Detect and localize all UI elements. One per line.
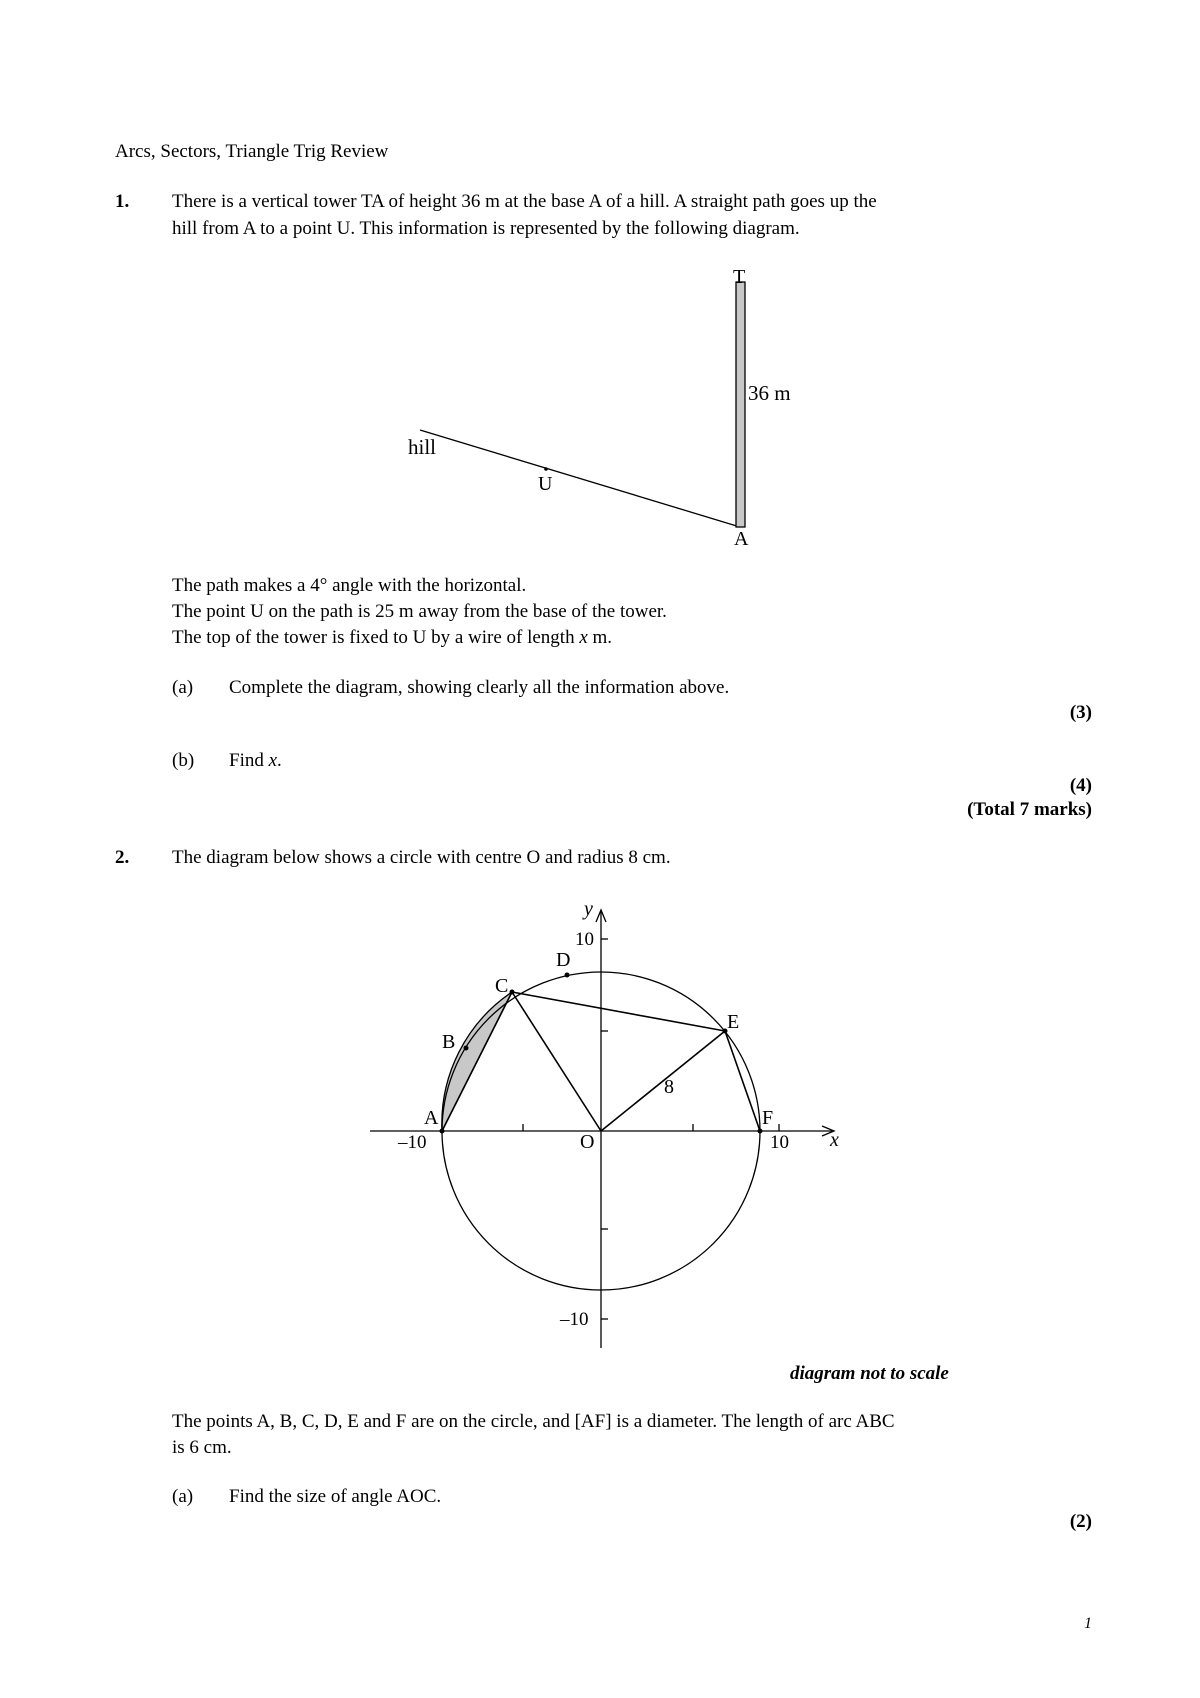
q2-diagram-caption: diagram not to scale <box>790 1363 949 1384</box>
tick-label-y-top: 10 <box>575 929 594 950</box>
label-a: A <box>734 528 749 550</box>
label-36m: 36 m <box>748 381 791 405</box>
label-f: F <box>762 1107 774 1129</box>
q1-info-line3-var: x <box>579 627 588 648</box>
point-f <box>758 1129 763 1134</box>
q1-intro-line2: hill from A to a point U. This information is represented by the following diagram. <box>172 218 800 239</box>
chord-ef <box>725 1031 760 1131</box>
q1-part-b-marks: (4) <box>1069 775 1092 796</box>
label-c: C <box>495 975 509 997</box>
point-d <box>565 973 570 978</box>
label-y: y <box>584 898 593 920</box>
q2-part-a-text: Find the size of angle AOC. <box>229 1486 442 1507</box>
label-d: D <box>556 949 571 971</box>
q2-number: 2. <box>115 847 130 868</box>
q1-part-b-text-b: . <box>277 750 282 771</box>
q1-info-line3-b: m. <box>587 627 613 648</box>
label-t: T <box>733 266 746 288</box>
label-b: B <box>442 1031 456 1053</box>
point-b <box>464 1046 469 1051</box>
label-u: U <box>538 473 553 495</box>
q1-number: 1. <box>115 191 130 212</box>
label-x: x <box>830 1129 839 1151</box>
page-number: 1 <box>1084 1615 1092 1632</box>
q2-intro: The diagram below shows a circle with centre O and radius 8 cm. <box>172 847 671 868</box>
q1-info-line1: The path makes a 4° angle with the horizontal. <box>172 575 527 596</box>
chord-ce <box>512 992 725 1031</box>
q1-part-a-text: Complete the diagram, showing clearly all the information above. <box>229 677 730 698</box>
q2-text-line1: The points A, B, C, D, E and F are on the circle, and [AF] is a diameter. The length of arc ABC <box>172 1411 895 1432</box>
x-axis-ticks <box>442 1124 779 1131</box>
q2-part-a-marks: (2) <box>1069 1511 1092 1532</box>
radius-oe <box>601 1031 725 1131</box>
q1-part-b-label: (b) <box>172 750 195 771</box>
q1-intro-line1: There is a vertical tower TA of height 36 m at the base A of a hill. A straight path goes up the <box>172 191 877 212</box>
radius-oc <box>512 992 601 1131</box>
tick-label-x-left: –10 <box>398 1132 427 1153</box>
tick-label-x-right: 10 <box>770 1132 789 1153</box>
label-a: A <box>424 1107 439 1129</box>
label-e: E <box>727 1011 740 1033</box>
point-c <box>510 990 515 995</box>
label-o: O <box>580 1131 595 1153</box>
q1-total-marks: (Total 7 marks) <box>967 799 1092 820</box>
q1-part-a-label: (a) <box>172 677 194 698</box>
q1-part-b-var: x <box>268 750 278 771</box>
q2-text-line2: is 6 cm. <box>172 1437 232 1458</box>
q1-info-line2: The point U on the path is 25 m away from the base of the tower. <box>172 601 667 622</box>
label-hill: hill <box>408 435 437 459</box>
page-title: Arcs, Sectors, Triangle Trig Review <box>115 141 389 162</box>
q1-part-b-text-a: Find <box>229 750 269 771</box>
q1-part-a-marks: (3) <box>1069 702 1092 723</box>
point-a <box>440 1129 445 1134</box>
tick-label-y-bottom: –10 <box>560 1309 589 1330</box>
q2-part-a-label: (a) <box>172 1486 194 1507</box>
chord-ca <box>442 992 512 1131</box>
q1-info-line3-a: The top of the tower is fixed to U by a wire of length <box>172 627 580 648</box>
label-radius-8: 8 <box>664 1076 674 1098</box>
